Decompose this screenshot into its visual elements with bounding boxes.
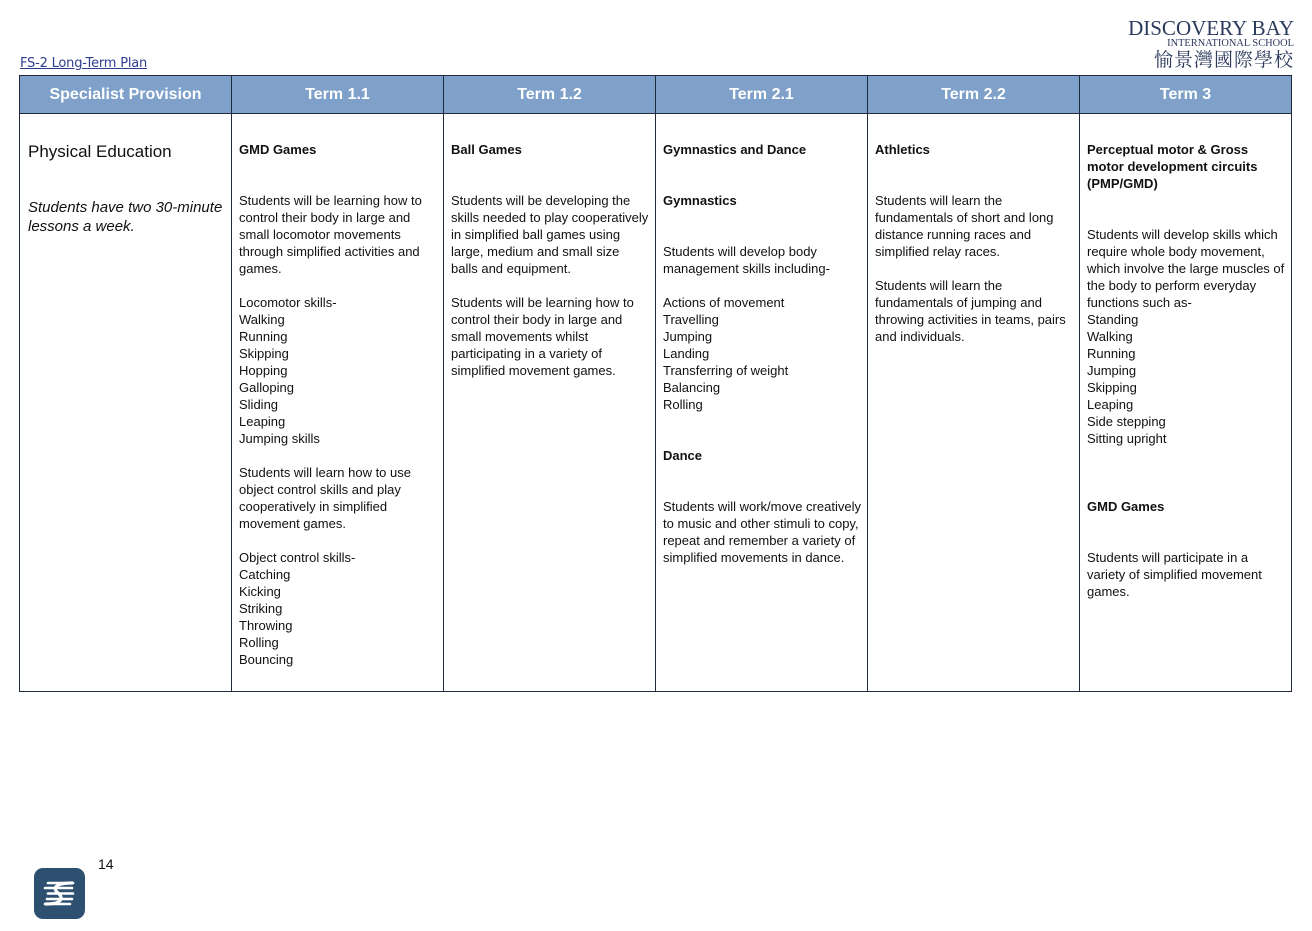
plan-title-link[interactable]: FS-2 Long-Term Plan xyxy=(20,56,148,71)
cell-term-3 xyxy=(1080,114,1292,692)
term-2-1-subtitle-gymnastics: Gymnastics xyxy=(663,193,737,208)
header-term-2-1: Term 2.1 xyxy=(656,76,868,114)
cell-term-2-1 xyxy=(656,114,868,692)
term-1-1-body: Students will be learning how to control their body in large and small locomotor movements through simplified activities and games. Locomotor skills- Walking Running Skipping Hopping Galloping Sliding Leaping Jumping skills Students will learn how to use object control skills and play cooperatively in simplified movement games. Object control skills- Catching Kicking Striking Throwing Rolling Bouncing xyxy=(239,193,422,667)
cell-term-1-1 xyxy=(232,114,444,692)
logo-line-1: DISCOVERY BAY xyxy=(1128,16,1294,40)
page-number: 14 xyxy=(98,856,114,872)
term-2-2-body: Students will learn the fundamentals of short and long distance running races and simplified relay races. Students will learn the fundamentals of jumping and throwing activities in teams, pairs and individuals. xyxy=(875,193,1066,344)
table-header-row xyxy=(20,76,1292,114)
logo-line-2: INTERNATIONAL SCHOOL xyxy=(1167,38,1294,49)
term-2-1-subtitle-dance: Dance xyxy=(663,448,703,463)
header-term-2-2: Term 2.2 xyxy=(868,76,1080,114)
term-2-2-title: Athletics xyxy=(875,142,930,157)
cell-specialist-provision xyxy=(20,114,232,692)
term-1-2-body: Students will be developing the skills needed to play cooperatively in simplified ball games using large, medium and small size balls and equipment. Students will be learning how to control their body in large and small movements whilst participating in a variety of simplified movement games. xyxy=(451,193,649,378)
brand-logo-icon xyxy=(34,868,85,919)
school-logo xyxy=(1128,18,1294,74)
term-3-body: Students will develop skills which require whole body movement, which involve the large muscles of the body to perform everyday functions such as- Standing Walking Running Jumping Skipping Leaping Side stepping Sitting upright xyxy=(1087,227,1285,446)
subject-title: Physical Education xyxy=(28,142,172,161)
cell-term-2-2 xyxy=(868,114,1080,692)
term-3-title: Perceptual motor & Gross motor development circuits (PMP/GMD) xyxy=(1087,142,1258,191)
header-specialist-provision: Specialist Provision xyxy=(20,76,232,114)
cell-term-1-2 xyxy=(444,114,656,692)
table-row xyxy=(20,114,1292,692)
term-2-1-body-dance: Students will work/move creatively to music and other stimuli to copy, repeat and remember a variety of simplified movements in dance. xyxy=(663,499,861,565)
header-term-3: Term 3 xyxy=(1080,76,1292,114)
header-term-1-2: Term 1.2 xyxy=(444,76,656,114)
term-1-1-title: GMD Games xyxy=(239,142,317,157)
term-2-1-title: Gymnastics and Dance xyxy=(663,142,807,157)
long-term-plan-table xyxy=(19,75,1292,692)
term-3-body-gmd-games: Students will participate in a variety of simplified movement games. xyxy=(1087,550,1262,599)
header-term-1-1: Term 1.1 xyxy=(232,76,444,114)
subject-note: Students have two 30-minute lessons a week. xyxy=(28,199,223,235)
logo-line-3: 愉景灣國際學校 xyxy=(1153,49,1294,71)
term-3-subtitle-gmd-games: GMD Games xyxy=(1087,499,1165,514)
term-1-2-title: Ball Games xyxy=(451,142,522,157)
term-2-1-body-gymnastics: Students will develop body management skills including- Actions of movement Travelling Jumping Landing Transferring of weight Balancing Rolling xyxy=(663,244,830,412)
